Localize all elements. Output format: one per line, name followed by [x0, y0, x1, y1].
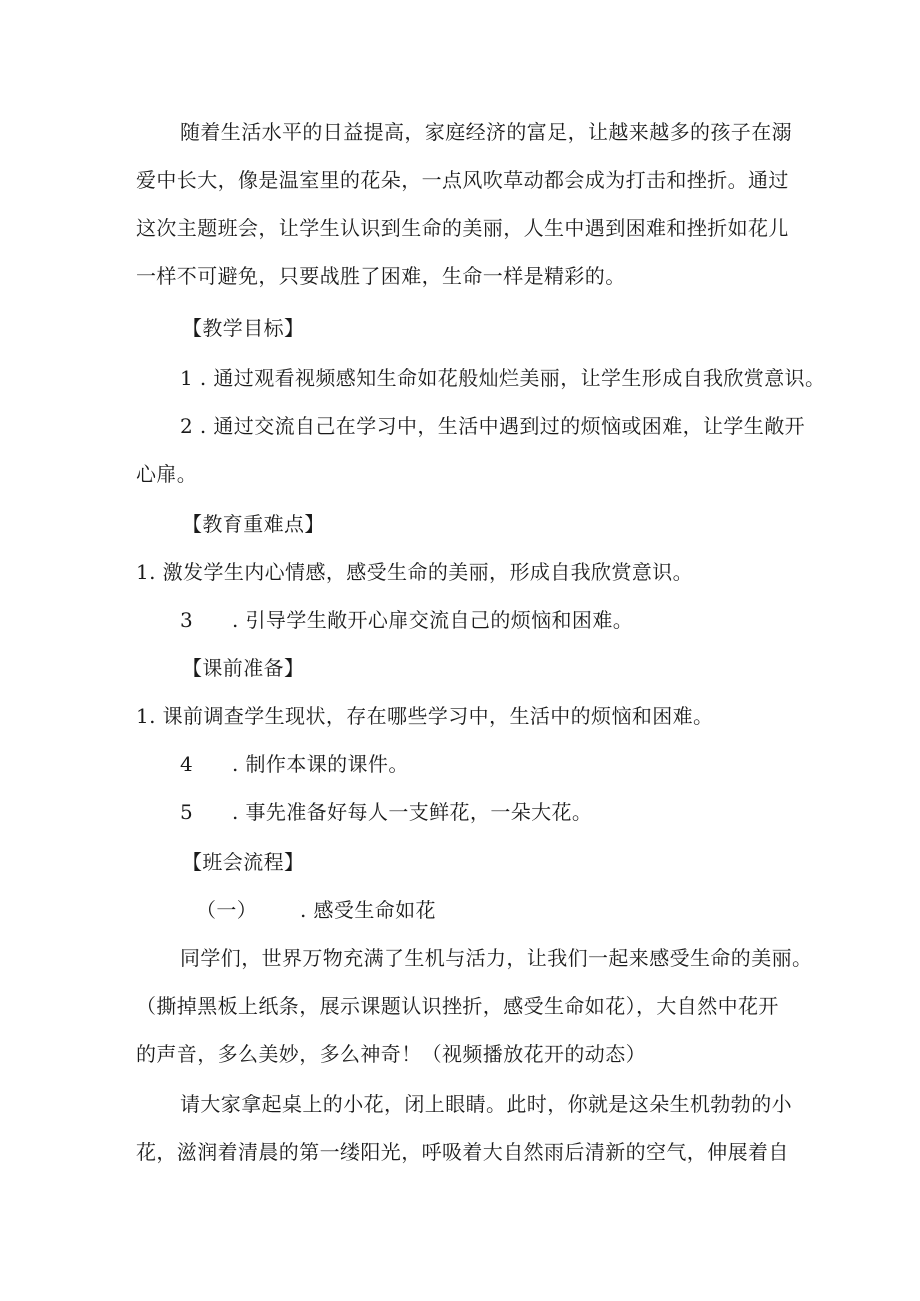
- preparation-item-3-number: 5: [180, 800, 194, 824]
- process-para-1-line-1: 同学们，世界万物充满了生机与活力，让我们一起来感受生命的美丽。: [180, 946, 813, 970]
- objective-item-2-line-1: 2 . 通过交流自己在学习中，生活中遇到过的烦恼或困难，让学生敞开: [180, 414, 805, 438]
- key-point-item-2-number: 3: [180, 608, 194, 632]
- process-para-1-line-2: （撕掉黑板上纸条，展示课题认识挫折，感受生命如花），大自然中花开: [136, 994, 779, 1018]
- key-points-heading: 【教育重难点】: [182, 512, 325, 536]
- preparation-item-3-text: . 事先准备好每人一支鲜花，一朵大花。: [232, 800, 593, 824]
- process-para-2-line-2: 花，滋润着清晨的第一缕阳光，呼吸着大自然雨后清新的空气，伸展着自: [136, 1140, 789, 1164]
- preparation-item-2-number: 4: [180, 752, 194, 776]
- objectives-heading: 【教学目标】: [182, 316, 305, 340]
- process-para-2-line-1: 请大家拿起桌上的小花，闭上眼睛。此时，你就是这朵生机勃勃的小: [180, 1092, 792, 1116]
- section-1-number: （一）: [196, 898, 258, 922]
- process-heading: 【班会流程】: [182, 850, 305, 874]
- objective-item-1: 1 . 通过观看视频感知生命如花般灿烂美丽，让学生形成自我欣赏意识。: [180, 366, 826, 390]
- process-para-1-line-3: 的声音，多么美妙，多么神奇！（视频播放花开的动态）: [136, 1042, 646, 1066]
- intro-line-2: 爱中长大，像是温室里的花朵，一点风吹草动都会成为打击和挫折。通过: [136, 168, 789, 192]
- key-point-item-2-text: . 引导学生敞开心扉交流自己的烦恼和困难。: [232, 608, 634, 632]
- objective-item-2-line-2: 心扉。: [136, 462, 198, 486]
- preparation-item-2-text: . 制作本课的课件。: [232, 752, 409, 776]
- key-point-item-1: 1. 激发学生内心情感，感受生命的美丽，形成自我欣赏意识。: [136, 560, 694, 584]
- intro-line-1: 随着生活水平的日益提高，家庭经济的富足，让越来越多的孩子在溺: [180, 120, 792, 144]
- preparation-item-1: 1. 课前调查学生现状，存在哪些学习中，生活中的烦恼和困难。: [136, 704, 714, 728]
- intro-line-3: 这次主题班会，让学生认识到生命的美丽，人生中遇到困难和挫折如花儿: [136, 216, 789, 240]
- preparation-heading: 【课前准备】: [182, 656, 305, 680]
- intro-line-4: 一样不可避免，只要战胜了困难，生命一样是精彩的。: [136, 264, 626, 288]
- section-1-title: . 感受生命如花: [300, 898, 436, 922]
